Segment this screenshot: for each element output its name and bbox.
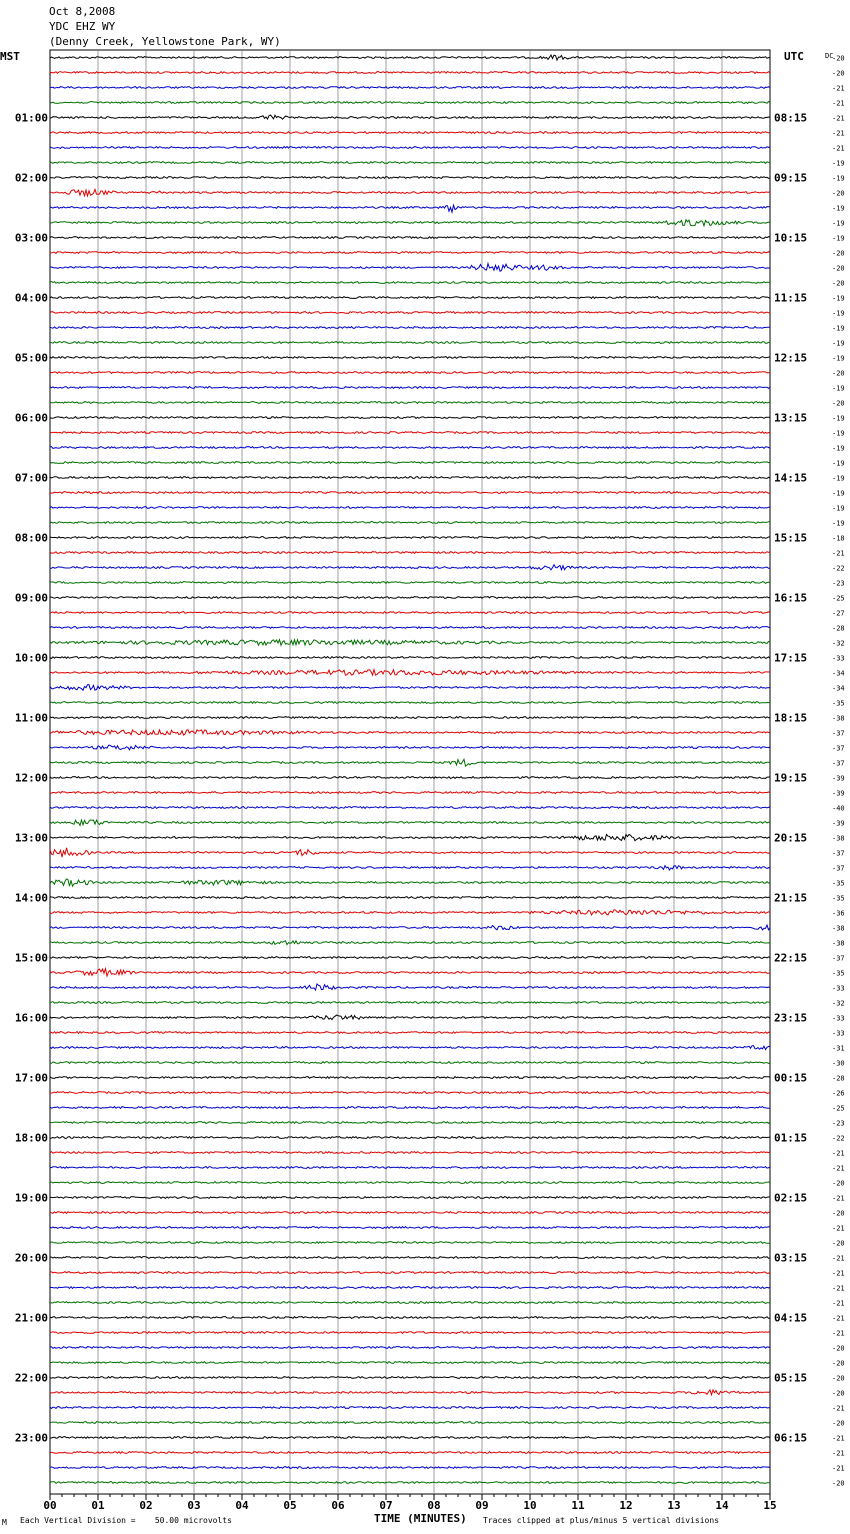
x-tick-label: 05 [283, 1499, 297, 1512]
dc-offset-label: -20 [832, 399, 845, 408]
trace-line [50, 730, 770, 735]
dc-offset-label: -21 [832, 1329, 845, 1338]
trace-line [50, 910, 770, 915]
trace-line [50, 702, 770, 704]
trace-line [50, 866, 770, 870]
left-hour-label: 13:00 [14, 831, 48, 845]
dc-offset-label: -19 [832, 489, 845, 498]
dc-offset-label: -38 [832, 714, 845, 723]
dc-offset-label: -35 [832, 699, 845, 708]
left-hour-label: 15:00 [14, 951, 48, 965]
dc-offset-label: -20 [832, 1344, 845, 1353]
dc-offset-label: -32 [832, 639, 845, 648]
left-hour-label: 21:00 [14, 1311, 48, 1325]
date-label: Oct 8,2008 [49, 5, 116, 18]
trace-line [50, 537, 770, 539]
trace-line [50, 1077, 770, 1079]
left-hour-label: 22:00 [14, 1371, 48, 1385]
trace-line [50, 807, 770, 809]
trace-line [50, 657, 770, 659]
dc-offset-label: -19 [832, 474, 845, 483]
dc-offset-label: -23 [832, 1119, 845, 1128]
trace-line [50, 327, 770, 329]
dc-offset-label: -39 [832, 774, 845, 783]
dc-offset-label: -21 [832, 129, 845, 138]
dc-offset-label: -33 [832, 984, 845, 993]
dc-offset-label: -21 [832, 1314, 845, 1323]
trace-line [50, 522, 770, 524]
dc-offset-label: -30 [832, 1059, 845, 1068]
trace-line [50, 685, 770, 690]
left-hour-label: 20:00 [14, 1251, 48, 1265]
trace-line [50, 1347, 770, 1349]
trace-line [50, 462, 770, 464]
trace-line [50, 1152, 770, 1154]
trace-line [50, 372, 770, 374]
trace-line [50, 147, 770, 149]
left-hour-label: 08:00 [14, 531, 48, 545]
trace-line [50, 597, 770, 599]
dc-offset-label: -34 [832, 684, 845, 693]
x-tick-label: 06 [331, 1499, 345, 1512]
trace-line [50, 220, 770, 226]
x-tick-label: 09 [475, 1499, 489, 1512]
trace-line [50, 205, 770, 212]
trace-line [50, 1407, 770, 1409]
right-hour-label: 06:15 [774, 1431, 808, 1445]
trace-line [50, 1227, 770, 1229]
trace-line [50, 1467, 770, 1469]
dc-offset-label: -21 [832, 1224, 845, 1233]
trace-line [50, 717, 770, 719]
trace-line [50, 55, 770, 60]
trace-line [50, 342, 770, 344]
dc-offset-label: -34 [832, 669, 845, 678]
left-hour-label: 04:00 [14, 291, 48, 305]
right-hour-label: 20:15 [774, 831, 808, 845]
right-hour-label: 17:15 [774, 651, 808, 665]
x-tick-label: 02 [139, 1499, 153, 1512]
right-hour-label: 12:15 [774, 351, 808, 365]
dc-offset-label: -22 [832, 564, 845, 573]
trace-line [50, 1092, 770, 1094]
dc-offset-label: -19 [832, 159, 845, 168]
right-hour-label: 00:15 [774, 1071, 808, 1085]
trace-line [50, 402, 770, 404]
trace-line [50, 759, 770, 766]
trace-line [50, 87, 770, 89]
trace-line [50, 1287, 770, 1289]
dc-offset-label: -37 [832, 864, 845, 873]
trace-line [50, 969, 770, 976]
trace-line [50, 477, 770, 479]
trace-line [50, 1257, 770, 1259]
right-hour-label: 01:15 [774, 1131, 808, 1145]
x-tick-label: 01 [91, 1499, 105, 1512]
dc-offset-label: -20 [832, 54, 845, 63]
x-tick-label: 08 [427, 1499, 441, 1512]
trace-line [50, 879, 770, 886]
x-tick-label: 00 [43, 1499, 57, 1512]
dc-offset-label: -20 [832, 1209, 845, 1218]
dc-offset-label: -22 [832, 1134, 845, 1143]
trace-line [50, 312, 770, 314]
dc-offset-label: -20 [832, 1389, 845, 1398]
trace-line [50, 1197, 770, 1199]
trace-line [50, 387, 770, 389]
dc-offset-label: -33 [832, 1029, 845, 1038]
dc-offset-label: -37 [832, 744, 845, 753]
left-hour-label: 09:00 [14, 591, 48, 605]
left-hour-label: 16:00 [14, 1011, 48, 1025]
right-hour-label: 13:15 [774, 411, 808, 425]
trace-line [50, 1002, 770, 1004]
corner-mark: M [2, 1518, 7, 1527]
left-hour-label: 18:00 [14, 1131, 48, 1145]
trace-line [50, 848, 770, 857]
right-hour-label: 09:15 [774, 171, 808, 185]
dc-offset-label: -19 [832, 204, 845, 213]
left-hour-label: 23:00 [14, 1431, 48, 1445]
dc-offset-label: -35 [832, 969, 845, 978]
dc-offset-label: -21 [832, 99, 845, 108]
dc-offset-label: -20 [832, 1419, 845, 1428]
dc-offset-label: -19 [832, 354, 845, 363]
right-hour-label: 04:15 [774, 1311, 808, 1325]
x-tick-label: 12 [619, 1499, 633, 1512]
right-timezone-label: UTC [784, 50, 804, 63]
left-hour-label: 12:00 [14, 771, 48, 785]
dc-offset-label: -21 [832, 549, 845, 558]
x-tick-label: 15 [763, 1499, 777, 1512]
left-hour-label: 17:00 [14, 1071, 48, 1085]
dc-offset-label: -20 [832, 69, 845, 78]
trace-line [50, 1452, 770, 1454]
dc-offset-label: -20 [832, 1479, 845, 1488]
dc-offset-label: -35 [832, 894, 845, 903]
dc-offset-label: -20 [832, 1359, 845, 1368]
right-hour-label: 02:15 [774, 1191, 808, 1205]
trace-line [50, 1107, 770, 1109]
dc-offset-label: -19 [832, 309, 845, 318]
left-hour-label: 10:00 [14, 651, 48, 665]
trace-line [50, 1317, 770, 1319]
dc-offset-label: -21 [832, 1164, 845, 1173]
dc-offset-label: -19 [832, 384, 845, 393]
x-tick-label: 14 [715, 1499, 729, 1512]
dc-offset-label: -19 [832, 234, 845, 243]
right-hour-label: 19:15 [774, 771, 808, 785]
dc-offset-label: -20 [832, 369, 845, 378]
trace-line [50, 162, 770, 164]
trace-line [50, 670, 770, 676]
trace-line [50, 1062, 770, 1064]
dc-offset-label: -21 [832, 1299, 845, 1308]
trace-line [50, 1122, 770, 1124]
right-hour-label: 18:15 [774, 711, 808, 725]
x-tick-label: 11 [571, 1499, 585, 1512]
location-label: (Denny Creek, Yellowstone Park, WY) [49, 35, 281, 48]
right-hour-label: 16:15 [774, 591, 808, 605]
trace-line [50, 1332, 770, 1334]
dc-offset-label: -36 [832, 909, 845, 918]
x-tick-label: 04 [235, 1499, 249, 1512]
trace-line [50, 1182, 770, 1184]
trace-line [50, 1242, 770, 1244]
dc-offset-label: -20 [832, 1179, 845, 1188]
dc-offset-label: -19 [832, 519, 845, 528]
dc-offset-label: -33 [832, 654, 845, 663]
trace-line [50, 640, 770, 646]
dc-offset-label: -21 [832, 144, 845, 153]
left-hour-label: 05:00 [14, 351, 48, 365]
dc-offset-label: -37 [832, 954, 845, 963]
dc-offset-label: -37 [832, 759, 845, 768]
dc-offset-label: -20 [832, 279, 845, 288]
left-hour-label: 02:00 [14, 171, 48, 185]
left-hour-label: 19:00 [14, 1191, 48, 1205]
dc-offset-label: -32 [832, 999, 845, 1008]
trace-line [50, 792, 770, 794]
trace-line [50, 925, 770, 930]
dc-offset-label: -21 [832, 1254, 845, 1263]
scale-note: Each Vertical Division = 50.00 microvolts [20, 1516, 232, 1525]
dc-offset-label: -37 [832, 729, 845, 738]
right-hour-label: 05:15 [774, 1371, 808, 1385]
trace-line [50, 417, 770, 419]
left-hour-label: 03:00 [14, 231, 48, 245]
dc-offset-label: -21 [832, 1269, 845, 1278]
trace-line [50, 1362, 770, 1364]
dc-offset-label: -25 [832, 594, 845, 603]
trace-line [50, 1482, 770, 1484]
trace-line [50, 132, 770, 134]
trace-line [50, 1046, 770, 1050]
right-hour-label: 15:15 [774, 531, 808, 545]
trace-line [50, 1167, 770, 1169]
trace-line [50, 264, 770, 272]
trace-line [50, 777, 770, 779]
dc-offset-label: -18 [832, 534, 845, 543]
dc-offset-label: -21 [832, 114, 845, 123]
left-hour-label: 14:00 [14, 891, 48, 905]
right-hour-label: 10:15 [774, 231, 808, 245]
dc-offset-label: -21 [832, 84, 845, 93]
trace-group [50, 55, 770, 1483]
dc-offset-label: -20 [832, 249, 845, 258]
dc-offset-label: -26 [832, 1089, 845, 1098]
x-axis-title: TIME (MINUTES) [374, 1512, 467, 1525]
x-tick-label: 03 [187, 1499, 201, 1512]
trace-line [50, 1032, 770, 1034]
trace-line [50, 1272, 770, 1274]
dc-header-label: DC [825, 52, 834, 60]
left-timezone-label: MST [0, 50, 20, 63]
trace-line [50, 492, 770, 494]
trace-line [50, 1302, 770, 1304]
left-hour-label: 07:00 [14, 471, 48, 485]
left-hour-label: 11:00 [14, 711, 48, 725]
trace-line [50, 357, 770, 359]
dc-offset-label: -39 [832, 819, 845, 828]
dc-offset-label: -19 [832, 174, 845, 183]
right-hour-label: 03:15 [774, 1251, 808, 1265]
trace-line [50, 189, 770, 196]
trace-line [50, 745, 770, 750]
dc-offset-label: -21 [832, 1464, 845, 1473]
dc-offset-label: -19 [832, 324, 845, 333]
x-tick-label: 13 [667, 1499, 681, 1512]
trace-line [50, 282, 770, 284]
right-hour-label: 14:15 [774, 471, 808, 485]
dc-offset-label: -20 [832, 1239, 845, 1248]
trace-line [50, 177, 770, 179]
dc-offset-label: -19 [832, 429, 845, 438]
dc-offset-label: -19 [832, 294, 845, 303]
dc-offset-label: -31 [832, 1044, 845, 1053]
trace-line [50, 1137, 770, 1139]
clip-note: Traces clipped at plus/minus 5 vertical divisions [483, 1516, 720, 1525]
trace-line [50, 612, 770, 614]
trace-line [50, 1437, 770, 1439]
trace-line [50, 897, 770, 899]
right-hour-label: 11:15 [774, 291, 808, 305]
dc-offset-label: -37 [832, 849, 845, 858]
trace-line [50, 252, 770, 254]
trace-line [50, 582, 770, 584]
dc-offset-label: -19 [832, 444, 845, 453]
trace-line [50, 102, 770, 104]
left-hour-label: 06:00 [14, 411, 48, 425]
dc-offset-label: -19 [832, 414, 845, 423]
station-label: YDC EHZ WY [49, 20, 116, 33]
dc-offset-label: -21 [832, 1434, 845, 1443]
trace-line [50, 72, 770, 74]
dc-offset-label: -27 [832, 609, 845, 618]
dc-offset-label: -20 [832, 264, 845, 273]
dc-offset-label: -33 [832, 1014, 845, 1023]
dc-offset-label: -21 [832, 1194, 845, 1203]
trace-line [50, 115, 770, 119]
dc-offset-label: -38 [832, 834, 845, 843]
trace-line [50, 432, 770, 434]
dc-offset-label: -23 [832, 579, 845, 588]
trace-line [50, 507, 770, 509]
dc-offset-label: -20 [832, 189, 845, 198]
trace-line [50, 237, 770, 239]
trace-line [50, 565, 770, 570]
right-hour-label: 21:15 [774, 891, 808, 905]
trace-line [50, 297, 770, 299]
trace-line [50, 447, 770, 449]
right-hour-label: 23:15 [774, 1011, 808, 1025]
dc-offset-label: -39 [832, 789, 845, 798]
trace-line [50, 1377, 770, 1379]
dc-offset-label: -21 [832, 1284, 845, 1293]
trace-line [50, 627, 770, 629]
dc-offset-label: -38 [832, 924, 845, 933]
dc-offset-label: -19 [832, 504, 845, 513]
trace-line [50, 552, 770, 554]
dc-offset-label: -28 [832, 624, 845, 633]
trace-line [50, 820, 770, 826]
trace-line [50, 941, 770, 945]
trace-line [50, 1390, 770, 1395]
right-hour-label: 22:15 [774, 951, 808, 965]
dc-offset-label: -38 [832, 939, 845, 948]
dc-offset-label: -19 [832, 339, 845, 348]
dc-offset-label: -28 [832, 1074, 845, 1083]
x-tick-label: 10 [523, 1499, 537, 1512]
x-tick-label: 07 [379, 1499, 393, 1512]
trace-line [50, 957, 770, 959]
dc-offset-label: -35 [832, 879, 845, 888]
trace-line [50, 1212, 770, 1214]
left-hour-label: 01:00 [14, 111, 48, 125]
dc-offset-label: -20 [832, 1374, 845, 1383]
label-group [15, 52, 845, 1512]
trace-line [50, 834, 770, 840]
dc-offset-label: -21 [832, 1449, 845, 1458]
trace-line [50, 1015, 770, 1020]
dc-offset-label: -19 [832, 219, 845, 228]
dc-offset-label: -21 [832, 1404, 845, 1413]
trace-line [50, 984, 770, 990]
dc-offset-label: -25 [832, 1104, 845, 1113]
dc-offset-label: -19 [832, 459, 845, 468]
right-hour-label: 08:15 [774, 111, 808, 125]
dc-offset-label: -40 [832, 804, 845, 813]
trace-line [50, 1422, 770, 1424]
dc-offset-label: -21 [832, 1149, 845, 1158]
